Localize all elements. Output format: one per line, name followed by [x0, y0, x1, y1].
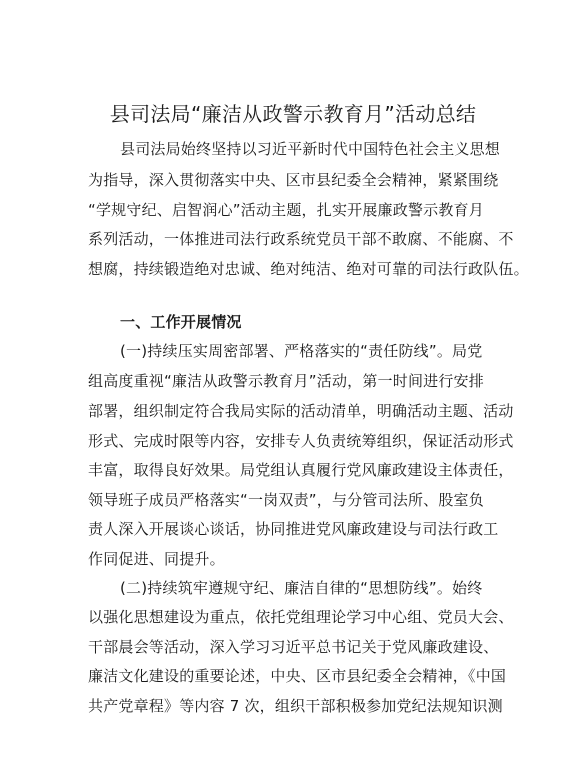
document-title: 县司法局“廉洁从政警示教育月”活动总结: [109, 102, 477, 126]
intro-line-5: 想腐，持续锻造绝对忠诚、绝对纯洁、绝对可靠的司法行政队伍。: [88, 260, 529, 278]
para1-line-1: (一)持续压实周密部署、严格落实的“责任防线”。局党: [120, 342, 483, 360]
para2-line-5: 共产党章程》等内容 7 次，组织干部积极参加党纪法规知识测: [88, 697, 503, 715]
para1-line-6: 领导班子成员严格落实“一岗双责”，与分管司法所、股室负: [88, 491, 484, 509]
intro-line-1: 县司法局始终坚持以习近平新时代中国特色社会主义思想: [120, 140, 501, 158]
para2-line-2: 以强化思想建设为重点，依托党组理论学习中心组、党员大会、: [88, 608, 514, 626]
section-heading: 一、工作开展情况: [120, 313, 242, 331]
para2-line-3: 干部晨会等活动，深入学习习近平总书记关于党风廉政建设、: [88, 638, 499, 656]
intro-line-4: 系列活动，一体推进司法行政系统党员干部不敢腐、不能腐、不: [88, 230, 514, 248]
para1-line-4: 形式、完成时限等内容，安排专人负责统筹组织，保证活动形式: [88, 432, 514, 450]
intro-line-3: “学规守纪、启智润心”活动主题，扎实开展廉政警示教育月: [88, 201, 484, 219]
para1-line-2: 组高度重视“廉洁从政警示教育月”活动，第一时间进行安排: [88, 372, 484, 390]
para2-line-4: 廉洁文化建设的重要论述，中央、区市县纪委全会精神，《中国: [88, 667, 507, 685]
para1-line-8: 作同促进、同提升。: [88, 550, 225, 568]
para1-line-7: 责人深入开展谈心谈话，协同推进党风廉政建设与司法行政工: [88, 520, 499, 538]
para1-line-3: 部署，组织制定符合我局实际的活动清单，明确活动主题、活动: [88, 402, 514, 420]
para1-line-5: 丰富，取得良好效果。局党组认真履行党风廉政建设主体责任，: [88, 461, 514, 479]
para2-line-1: (二)持续筑牢遵规守纪、廉洁自律的“思想防线”。始终: [120, 579, 483, 597]
intro-line-2: 为指导，深入贯彻落实中央、区市县纪委全会精神，紧紧围绕: [88, 171, 499, 189]
